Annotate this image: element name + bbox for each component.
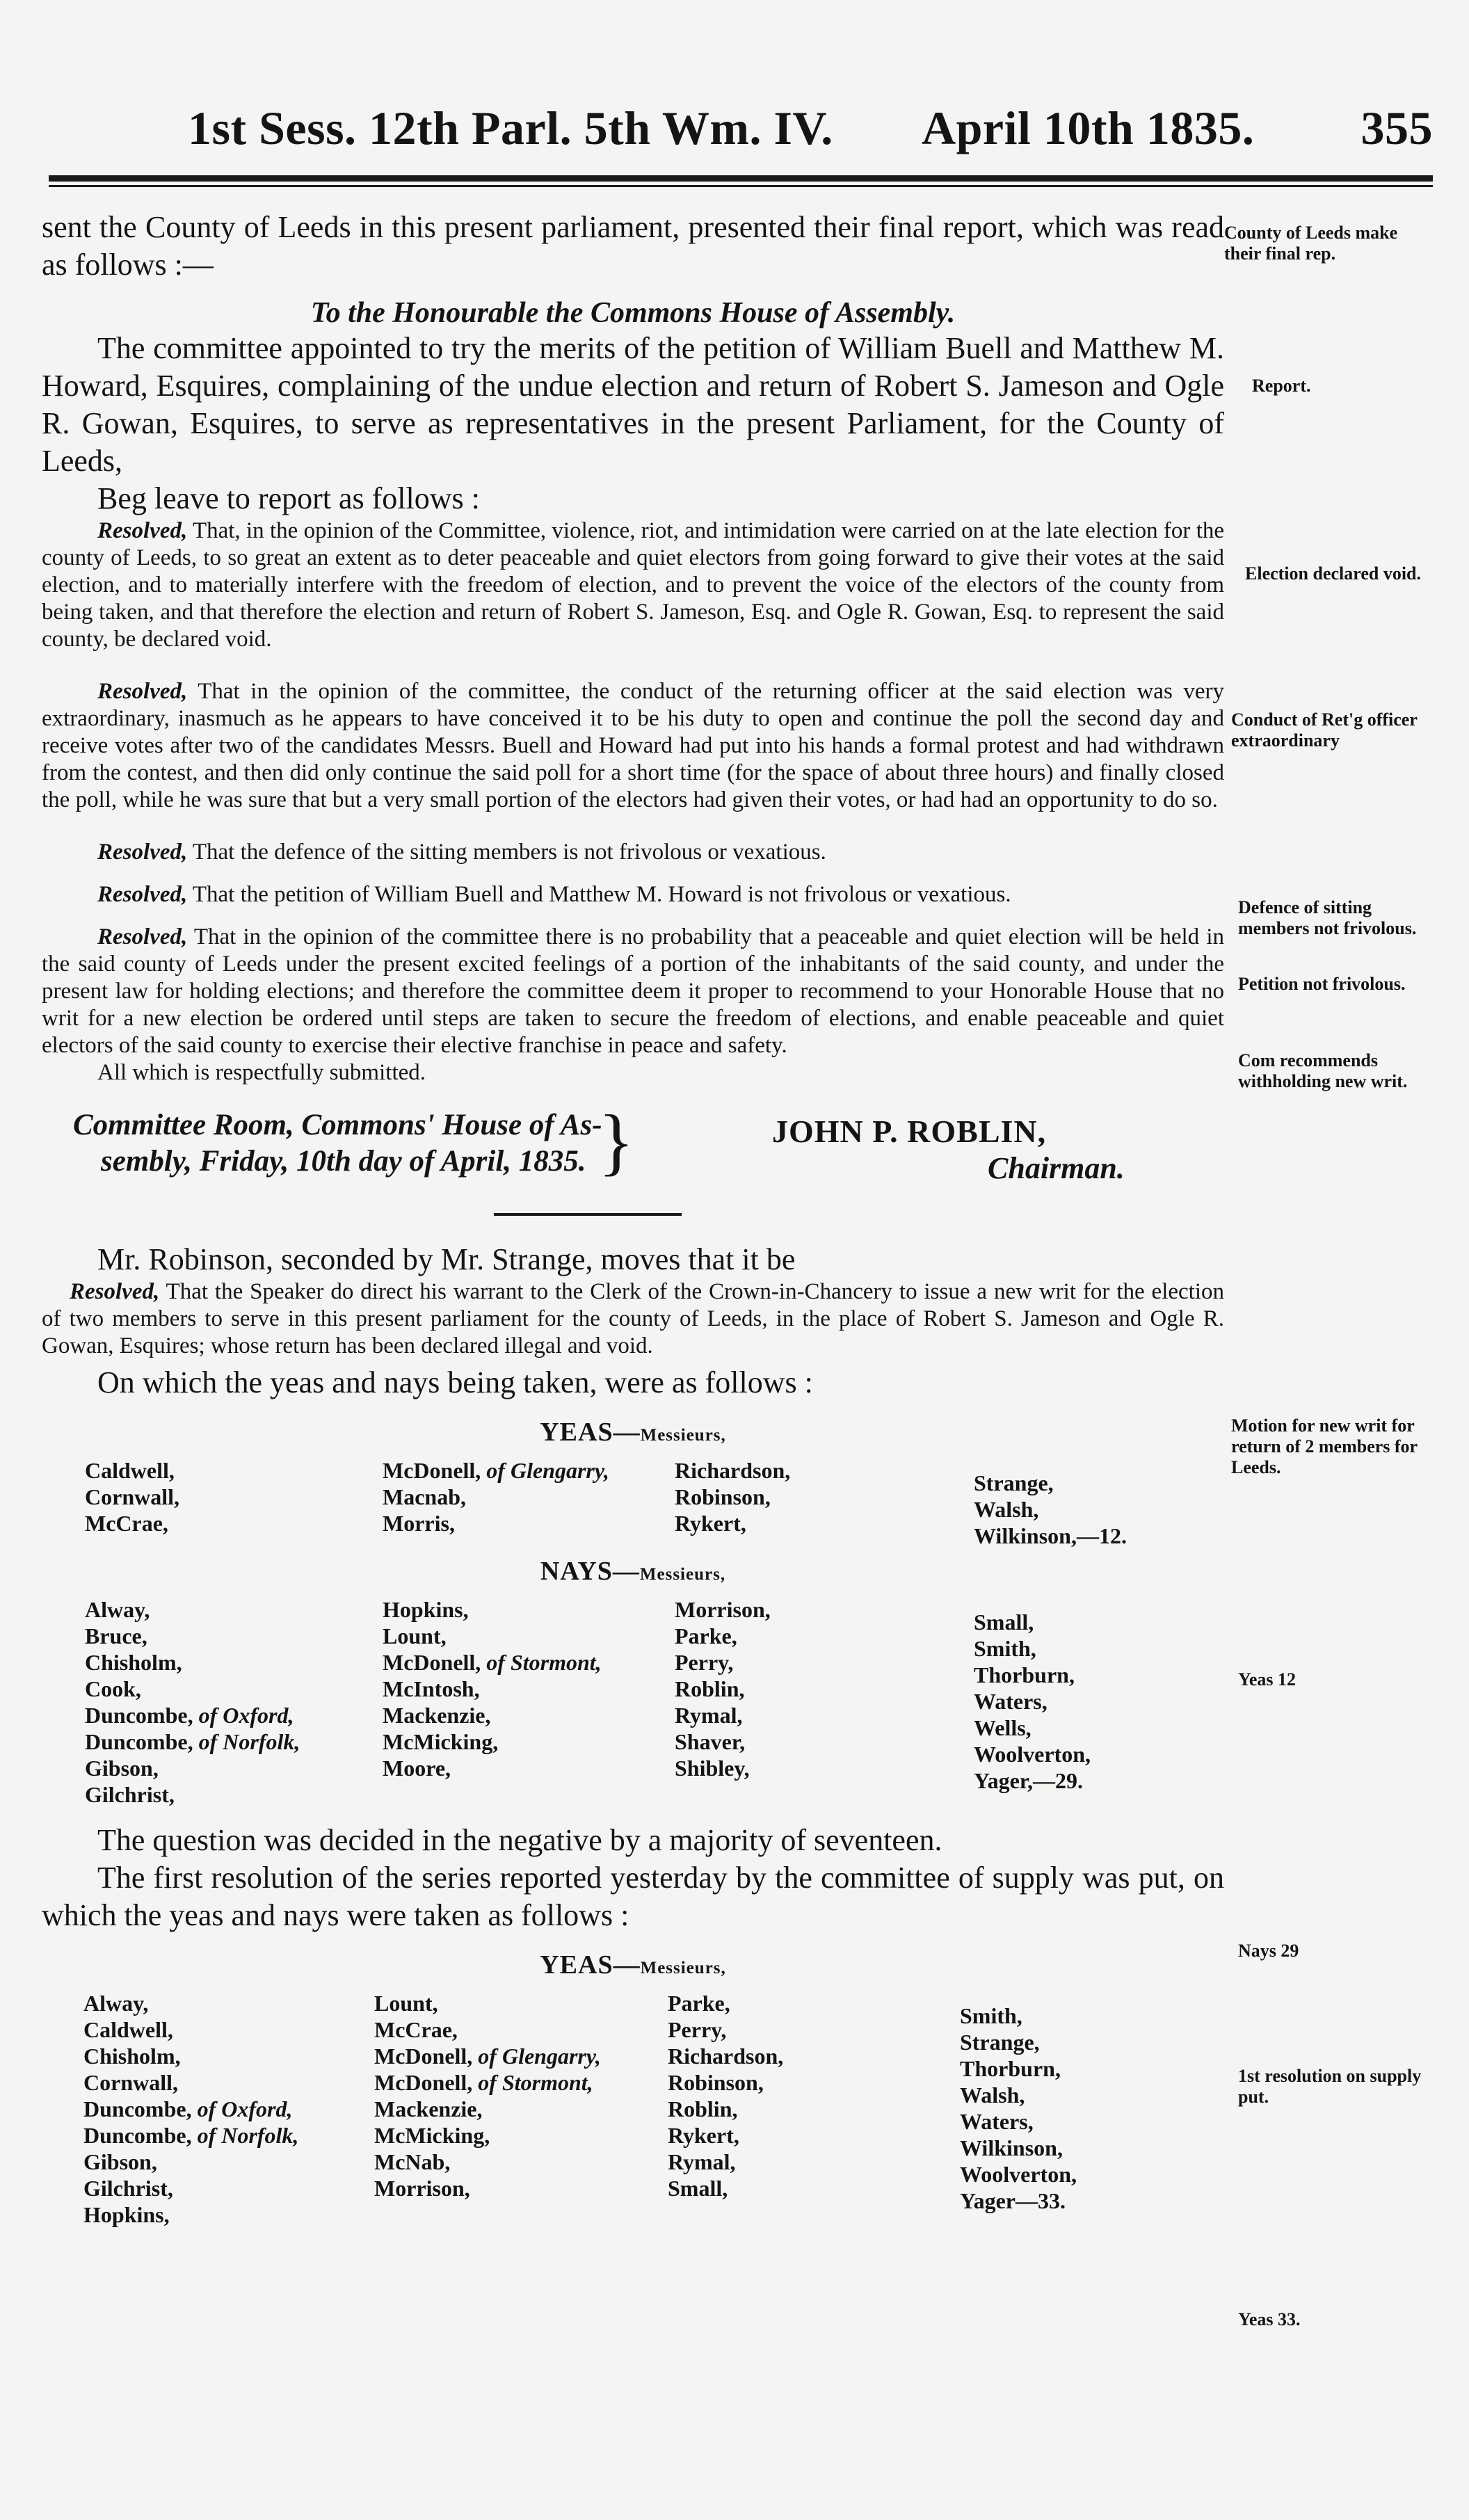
member-name: Alway, xyxy=(85,1597,150,1622)
member-name: Perry, xyxy=(675,1650,734,1675)
margin-note: Com recommends withholding new writ. xyxy=(1238,1050,1408,1091)
member-name: Lount, xyxy=(374,1991,438,2016)
yeas-label: YEAS— xyxy=(540,1418,641,1447)
vote2-yeas-list xyxy=(42,1990,1224,2233)
name-column xyxy=(83,1990,298,2228)
header-rule-thin xyxy=(49,185,1433,187)
member-name: Woolverton, xyxy=(960,2162,1077,2187)
name-column xyxy=(383,1457,609,1536)
member-name: Lount, xyxy=(383,1623,447,1648)
submitted-line: All which is respectfully submitted. xyxy=(97,1060,426,1085)
member-name: Yager,—29. xyxy=(974,1768,1084,1793)
member-name: Strange, xyxy=(974,1470,1054,1495)
member-name: Rymal, xyxy=(668,2149,736,2174)
member-name: Roblin, xyxy=(668,2096,738,2121)
member-name: McMicking, xyxy=(374,2123,490,2148)
member-name: Shaver, xyxy=(675,1729,746,1754)
name-column xyxy=(383,1596,602,1781)
member-name: Gibson, xyxy=(85,1756,159,1781)
member-name: McDonell, of Stormont, xyxy=(383,1650,602,1675)
member-name: Hopkins, xyxy=(383,1597,469,1622)
resolved-label: Resolved, xyxy=(97,882,188,907)
chairman-title: Chairman. xyxy=(988,1151,1125,1185)
session-heading: 1st Sess. 12th Parl. 5th Wm. IV. xyxy=(188,102,833,154)
member-name: Rykert, xyxy=(675,1511,746,1536)
resolution-text: That in the opinion of the committee, the conduct of the returning officer at the said election was very extraordinary, inasmuch as he appears to have conceived it to be his duty to open and continue the poll the second day and receive votes after two of the candidates Messrs. Buell and Howard had put into his hands a formal protest and had withdrawn from the contest, and then did only continue the said poll for a short time (for the space of about three hours) and finally closed the poll, while he was sure that but a very small portion of the electors had given their votes, or had had an opportunity to do so. xyxy=(42,679,1225,812)
member-name: Duncombe, of Oxford, xyxy=(85,1703,294,1728)
member-name: Gibson, xyxy=(83,2149,157,2174)
member-name: Perry, xyxy=(668,2017,727,2042)
member-name: Smith, xyxy=(974,1636,1036,1661)
margin-note: Election declared void. xyxy=(1245,563,1422,584)
address-heading: To the Honourable the Commons House of Assembly. xyxy=(310,297,956,329)
member-name: Small, xyxy=(974,1610,1034,1635)
vote1-nays-heading xyxy=(42,1556,1224,1587)
resolution-5 xyxy=(42,924,1224,1059)
margin-note: County of Leeds make their final rep. xyxy=(1224,223,1398,264)
member-name: McNab, xyxy=(374,2149,451,2174)
name-column xyxy=(85,1596,300,1808)
member-name: Mackenzie, xyxy=(383,1703,491,1728)
motion-resolution-text: That the Speaker do direct his warrant to the Clerk of the Crown-in-Chancery to issue a new writ for the election of two members to serve in this present parliament for the county of Leeds, in the place of Robert S. Jameson and Ogle R. Gowan, Esquires; whose return has been declared illegal and void. xyxy=(42,1279,1224,1358)
member-name: Cornwall, xyxy=(83,2070,178,2095)
resolution-text: That, in the opinion of the Committee, violence, riot, and intimidation were carried on at the late election for the county of Leeds, to so great an extent as to deter peaceable and quiet electors from going forward to give their votes at the said election, and to materially interfere with the freedom of election, and to prevent the voice of the electors of the county from being taken, and that therefore the election and return of Robert S. Jameson, Esq. and Ogle R. Gowan, Esq. to represent the said county, be declared void. xyxy=(42,518,1225,652)
margin-note: Nays 29 xyxy=(1238,1941,1299,1961)
member-name: Morrison, xyxy=(374,2176,470,2201)
margin-note: Motion for new writ for return of 2 members for Leeds. xyxy=(1231,1415,1418,1477)
margin-note: Defence of sitting members not frivolous. xyxy=(1238,897,1417,938)
intro-paragraph: sent the County of Leeds in this present parliament, presented their final report, which was read as follows :— xyxy=(42,210,1224,282)
resolution-4 xyxy=(42,881,1224,908)
member-name: Gilchrist, xyxy=(85,1782,175,1807)
messieurs-label: Messieurs, xyxy=(640,1426,726,1445)
member-name: Walsh, xyxy=(960,2082,1025,2108)
date-heading: April 10th 1835. xyxy=(922,102,1255,154)
resolution-2 xyxy=(42,678,1224,814)
member-name: Duncombe, of Norfolk, xyxy=(85,1729,300,1754)
member-name: Waters, xyxy=(960,2109,1034,2134)
member-name: Wilkinson, xyxy=(960,2135,1063,2160)
member-name: Bruce, xyxy=(85,1623,147,1648)
member-name: Gilchrist, xyxy=(83,2176,173,2201)
member-name: Parke, xyxy=(675,1623,737,1648)
margin-note: Petition not frivolous. xyxy=(1238,974,1406,994)
yeas-nays-intro: On which the yeas and nays being taken, were as follows : xyxy=(97,1365,813,1399)
name-column xyxy=(974,1470,1127,1549)
member-name: Moore, xyxy=(383,1756,451,1781)
member-name: Hopkins, xyxy=(83,2202,170,2227)
member-name: Thorburn, xyxy=(974,1662,1075,1687)
header-rule xyxy=(49,175,1433,182)
committee-paragraph: The committee appointed to try the merits of the petition of William Buell and Matthew M. Howard, Esquires, complaining of the undue election and return of Robert S. Jameson and Ogle R. Gowan, Esquires, to serve as representatives in the present Parliament, for the County of Leeds, xyxy=(42,331,1224,478)
member-name: Robinson, xyxy=(675,1484,771,1509)
resolved-label: Resolved, xyxy=(97,924,188,949)
member-name: Shibley, xyxy=(675,1756,750,1781)
member-name: Morris, xyxy=(383,1511,455,1536)
vote1-nays-list xyxy=(42,1596,1224,1812)
signature-block xyxy=(42,1100,1224,1205)
margin-note: Conduct of Ret'g officer extraordinary xyxy=(1231,709,1418,751)
messieurs-label: Messieurs, xyxy=(640,1959,726,1977)
name-column xyxy=(85,1457,179,1536)
member-name: Rykert, xyxy=(668,2123,739,2148)
name-column xyxy=(374,1990,601,2201)
first-resolution-line: The first resolution of the series reported yesterday by the committee of supply was put, on which the yeas and nays were taken as follows : xyxy=(42,1861,1224,1932)
member-name: Mackenzie, xyxy=(374,2096,483,2121)
name-column xyxy=(675,1457,790,1536)
section-divider xyxy=(494,1213,682,1216)
page-number: 355 xyxy=(1360,102,1433,154)
member-name: Wilkinson,—12. xyxy=(974,1523,1127,1548)
member-name: Richardson, xyxy=(675,1458,791,1483)
name-column xyxy=(960,2003,1077,2214)
member-name: Cook, xyxy=(85,1676,141,1701)
resolution-text: That the defence of the sitting members is not frivolous or vexatious. xyxy=(192,840,826,865)
resolution-text: That in the opinion of the committee there is no probability that a peaceable and quiet election will be held in the said county of Leeds under the present excited feelings of a portion of the inhabitants of the said county, and under the present law for holding elections; and therefore the committee deem it proper to recommend to your Honorable House that no writ for a new election be ordered until steps are taken to secure the freedom of elections, and enable peaceable and quiet electors of the said county to exercise their elective franchise in peace and safety. xyxy=(42,924,1224,1058)
margin-note: Report. xyxy=(1252,376,1311,396)
margin-note: Yeas 12 xyxy=(1238,1669,1297,1690)
member-name: Walsh, xyxy=(974,1497,1039,1522)
member-name: Duncombe, of Norfolk, xyxy=(83,2123,299,2148)
committee-room xyxy=(73,1100,643,1183)
member-name: McDonell, of Stormont, xyxy=(374,2070,593,2095)
chairman-name: JOHN P. ROBLIN, xyxy=(772,1114,1047,1149)
member-name: Morrison, xyxy=(675,1597,771,1622)
nays-label: NAYS— xyxy=(540,1557,640,1586)
brace-glyph: } xyxy=(598,1100,634,1183)
member-name: McMicking, xyxy=(383,1729,499,1754)
resolved-label: Resolved, xyxy=(70,1279,160,1304)
motion-line: Mr. Robinson, seconded by Mr. Strange, moves that it be xyxy=(97,1242,796,1276)
decision-line: The question was decided in the negative by a majority of seventeen. xyxy=(97,1823,942,1857)
member-name: Cornwall, xyxy=(85,1484,179,1509)
member-name: McDonell, of Glengarry, xyxy=(374,2044,601,2069)
member-name: Alway, xyxy=(83,1991,149,2016)
margin-note: Yeas 33. xyxy=(1238,2309,1301,2329)
member-name: Chisholm, xyxy=(85,1650,182,1675)
vote1-yeas-list xyxy=(42,1457,1224,1548)
resolved-label: Resolved, xyxy=(97,679,188,704)
member-name: Macnab, xyxy=(383,1484,466,1509)
committee-room-line-1: Committee Room, Commons' House of As- xyxy=(73,1109,602,1141)
resolution-3 xyxy=(42,839,1224,866)
member-name: McDonell, of Glengarry, xyxy=(383,1458,609,1483)
member-name: Roblin, xyxy=(675,1676,745,1701)
member-name: Smith, xyxy=(960,2003,1022,2028)
member-name: McCrae, xyxy=(85,1511,168,1536)
messieurs-label: Messieurs, xyxy=(639,1565,726,1584)
beg-leave: Beg leave to report as follows : xyxy=(97,481,480,515)
resolved-label: Resolved, xyxy=(97,518,188,543)
resolution-1 xyxy=(42,517,1224,653)
member-name: Thorburn, xyxy=(960,2056,1061,2081)
name-column xyxy=(974,1609,1091,1794)
vote1-yeas-heading xyxy=(42,1417,1224,1447)
resolution-text: That the petition of William Buell and Matthew M. Howard is not frivolous or vexatious. xyxy=(192,882,1011,907)
member-name: Woolverton, xyxy=(974,1742,1091,1767)
member-name: Strange, xyxy=(960,2030,1040,2055)
margin-note: 1st resolution on supply put. xyxy=(1238,2066,1422,2107)
vote2-yeas-heading xyxy=(42,1950,1224,1980)
member-name: Caldwell, xyxy=(85,1458,175,1483)
member-name: Caldwell, xyxy=(83,2017,173,2042)
main-text xyxy=(42,209,1224,2233)
member-name: McCrae, xyxy=(374,2017,458,2042)
yeas-label: YEAS— xyxy=(540,1950,641,1980)
member-name: Parke, xyxy=(668,1991,730,2016)
member-name: Duncombe, of Oxford, xyxy=(83,2096,293,2121)
member-name: Richardson, xyxy=(668,2044,784,2069)
name-column xyxy=(668,1990,783,2201)
member-name: Yager—33. xyxy=(960,2188,1066,2213)
motion-resolution xyxy=(42,1278,1224,1360)
committee-room-line-2: sembly, Friday, 10th day of April, 1835. xyxy=(101,1145,586,1178)
resolved-label: Resolved, xyxy=(97,840,188,865)
member-name: Waters, xyxy=(974,1689,1047,1714)
member-name: McIntosh, xyxy=(383,1676,480,1701)
name-column xyxy=(675,1596,771,1781)
member-name: Chisholm, xyxy=(83,2044,181,2069)
member-name: Robinson, xyxy=(668,2070,764,2095)
member-name: Wells, xyxy=(974,1715,1031,1740)
member-name: Rymal, xyxy=(675,1703,743,1728)
member-name: Small, xyxy=(668,2176,728,2201)
